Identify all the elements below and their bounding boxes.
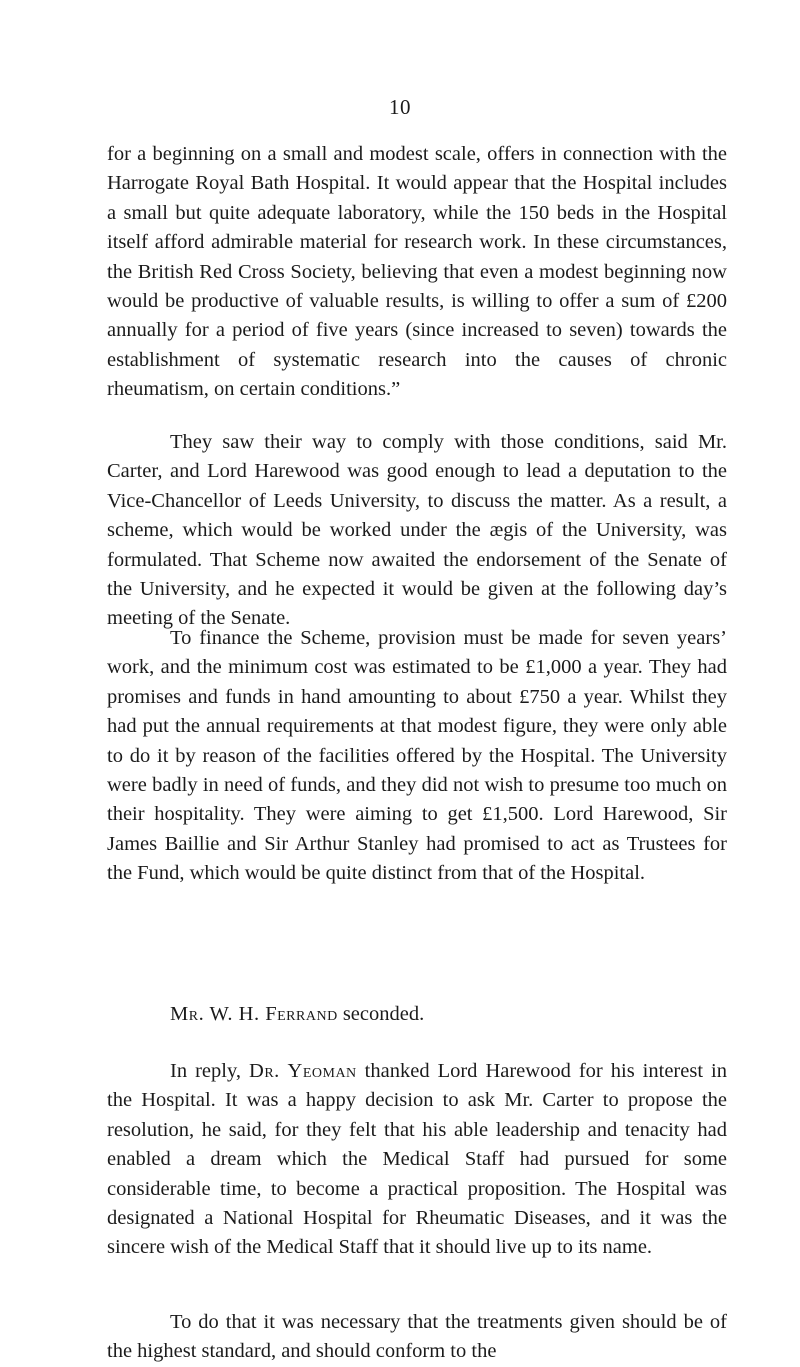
paragraph-3-text: To finance the Scheme, provision must be made for seven years’ work, and the minimum cost was estimated to be £1,000 a year. They had promises and funds in hand amounting to about £750 a year. Whilst they had put the annual requirements at that modest figure, they were only able to do it by reason of the facilities offered by the Hospital. The University were badly in need of funds, and they did not wish to presume too much on their hospitality. They were aiming to get £1,500. Lord Harewood, Sir James Baillie and Sir Arthur Stanley had promised to act as Trustees for the Fund, which would be quite distinct from that of the Hospital. — [107, 627, 727, 885]
paragraph-4-rest: seconded. — [337, 1003, 425, 1025]
speaker-name-yeoman: Dr. Yeoman — [249, 1060, 357, 1082]
paragraph-4 — [107, 1000, 727, 1029]
paragraph-3 — [107, 624, 727, 889]
paragraph-continuation — [107, 140, 727, 405]
paragraph-2-text: They saw their way to comply with those conditions, said Mr. Carter, and Lord Harewood was good enough to lead a deputation to the Vice-Chancellor of Leeds University, to discuss the matter. As a result, a scheme, which would be worked under the ægis of the University, was formulated. That Scheme now awaited the endorsement of the Senate of the University, and he expected it would be given at the following day’s meeting of the Senate. — [107, 431, 727, 630]
speaker-name-ferrand: Mr. W. H. Ferrand — [170, 1003, 338, 1025]
paragraph-5-prefix: In reply, — [170, 1060, 250, 1082]
page-number: 10 — [389, 95, 411, 119]
paragraph-6 — [107, 1308, 727, 1367]
paragraph-1-text: for a beginning on a small and modest scale, offers in connection with the Harrogate Royal Bath Hospital. It would appear that the Hospital includes a small but quite adequate laboratory, while the 150 beds in the Hospital itself afford admirable material for research work. In these circumstances, the British Red Cross Society, believing that even a modest beginning now would be productive of valuable results, is willing to offer a sum of £200 annually for a period of five years (since increased to seven) towards the establishment of systematic research into the causes of chronic rheumatism, on certain conditions.” — [107, 143, 727, 401]
paragraph-4-text — [107, 1000, 727, 1029]
paragraph-6-text: To do that it was necessary that the treatments given should be of the highest standard, and should conform to the — [107, 1311, 727, 1363]
paragraph-5-rest: thanked Lord Harewood for his interest in the Hospital. It was a happy decision to ask Mr. Carter to propose the resolution, he said, for they felt that his able leadership and tenacity had enabled a dream which the Medical Staff had pursued for some considerable time, to become a practical proposition. The Hospital was designated a National Hospital for Rheumatic Diseases, and it was the sincere wish of the Medical Staff that it should live up to its name. — [107, 1060, 727, 1259]
paragraph-5 — [107, 1057, 727, 1263]
paragraph-5-text — [107, 1057, 727, 1263]
paragraph-2 — [107, 428, 727, 634]
